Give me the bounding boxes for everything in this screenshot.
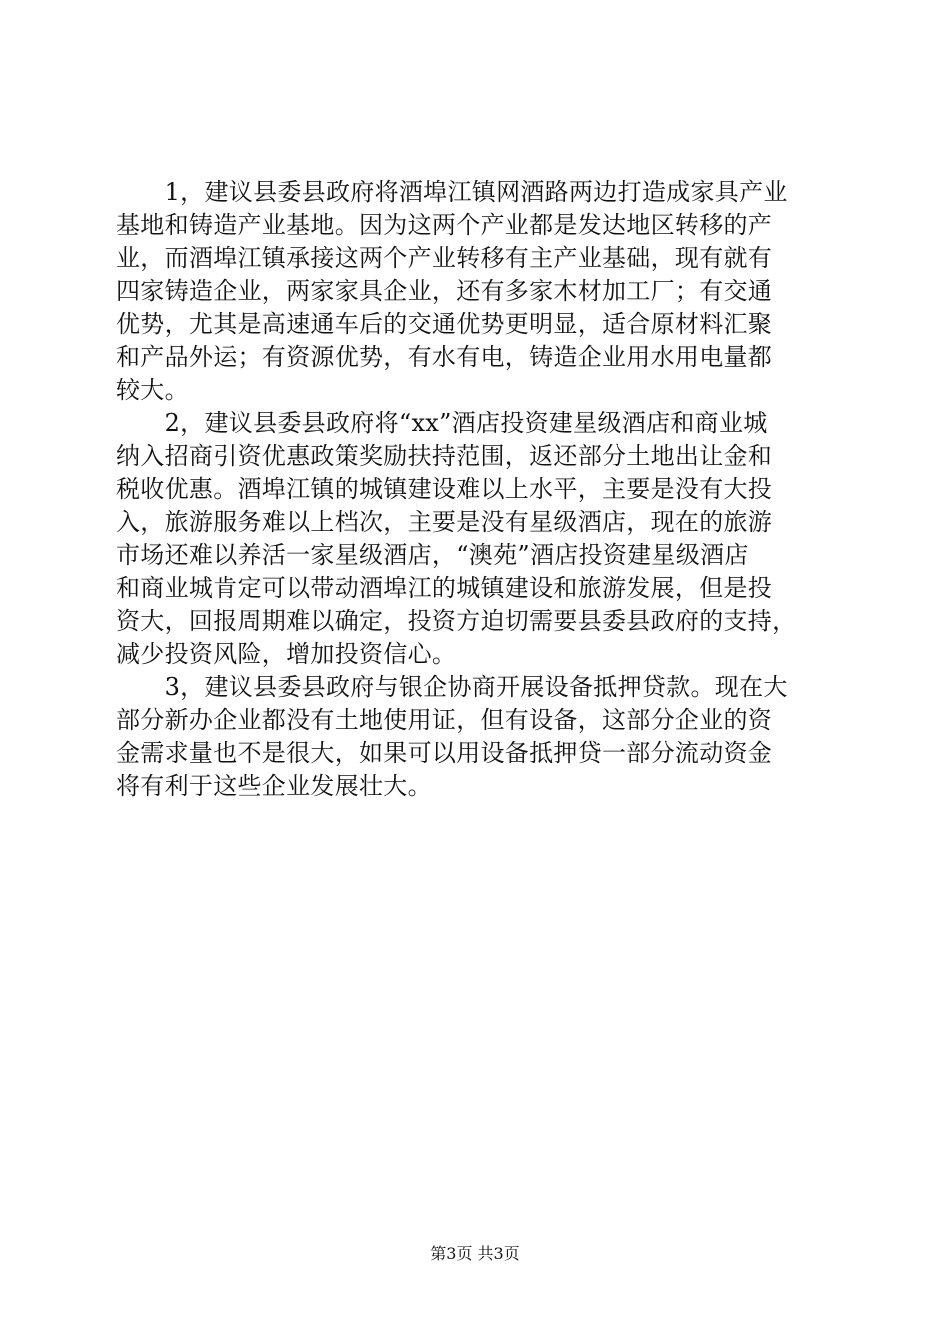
text-line: 业，而酒埠江镇承接这两个产业转移有主产业基础，现有就有 (116, 244, 773, 272)
text-line: 入，旅游服务难以上档次，主要是没有星级酒店，现在的旅游 (116, 508, 773, 536)
text-line: 和商业城肯定可以带动酒埠江的城镇建设和旅游发展，但是投 (116, 574, 773, 602)
text-line: 将有利于这些企业发展壮大。 (116, 772, 432, 800)
text-line: 纳入招商引资优惠政策奖励扶持范围，返还部分土地出让金和 (116, 442, 773, 470)
text-line: 部分新办企业都没有土地使用证，但有设备，这部分企业的资 (116, 706, 773, 734)
text-line: 较大。 (116, 376, 189, 404)
text-line: 金需求量也不是很大，如果可以用设备抵押贷一部分流动资金 (116, 739, 773, 767)
page-number-label: 第3页 共3页 (430, 1244, 520, 1263)
text-line: 税收优惠。酒埠江镇的城镇建设难以上水平，主要是没有大投 (116, 475, 773, 503)
text-line: 四家铸造企业，两家家具企业，还有多家木材加工厂；有交通 (116, 277, 773, 305)
text-line: 资大，回报周期难以确定，投资方迫切需要县委县政府的支持， (116, 607, 797, 635)
text-line: 市场还难以养活一家星级酒店，“澳苑”酒店投资建星级酒店 (116, 541, 749, 569)
text-line: 基地和铸造产业基地。因为这两个产业都是发达地区转移的产 (116, 211, 773, 239)
page-footer (0, 1244, 950, 1264)
text-line: 3，建议县委县政府与银企协商开展设备抵押贷款。现在大 (116, 673, 788, 701)
document-body (116, 176, 846, 803)
text-line: 和产品外运；有资源优势，有水有电，铸造企业用水用电量都 (116, 343, 773, 371)
text-line: 减少投资风险，增加投资信心。 (116, 640, 457, 668)
text-line: 优势，尤其是高速通车后的交通优势更明显，适合原材料汇聚 (116, 310, 773, 338)
text-line: 2，建议县委县政府将“xx”酒店投资建星级酒店和商业城 (116, 409, 768, 437)
text-line: 1，建议县委县政府将酒埠江镇网酒路两边打造成家具产业 (116, 178, 788, 206)
